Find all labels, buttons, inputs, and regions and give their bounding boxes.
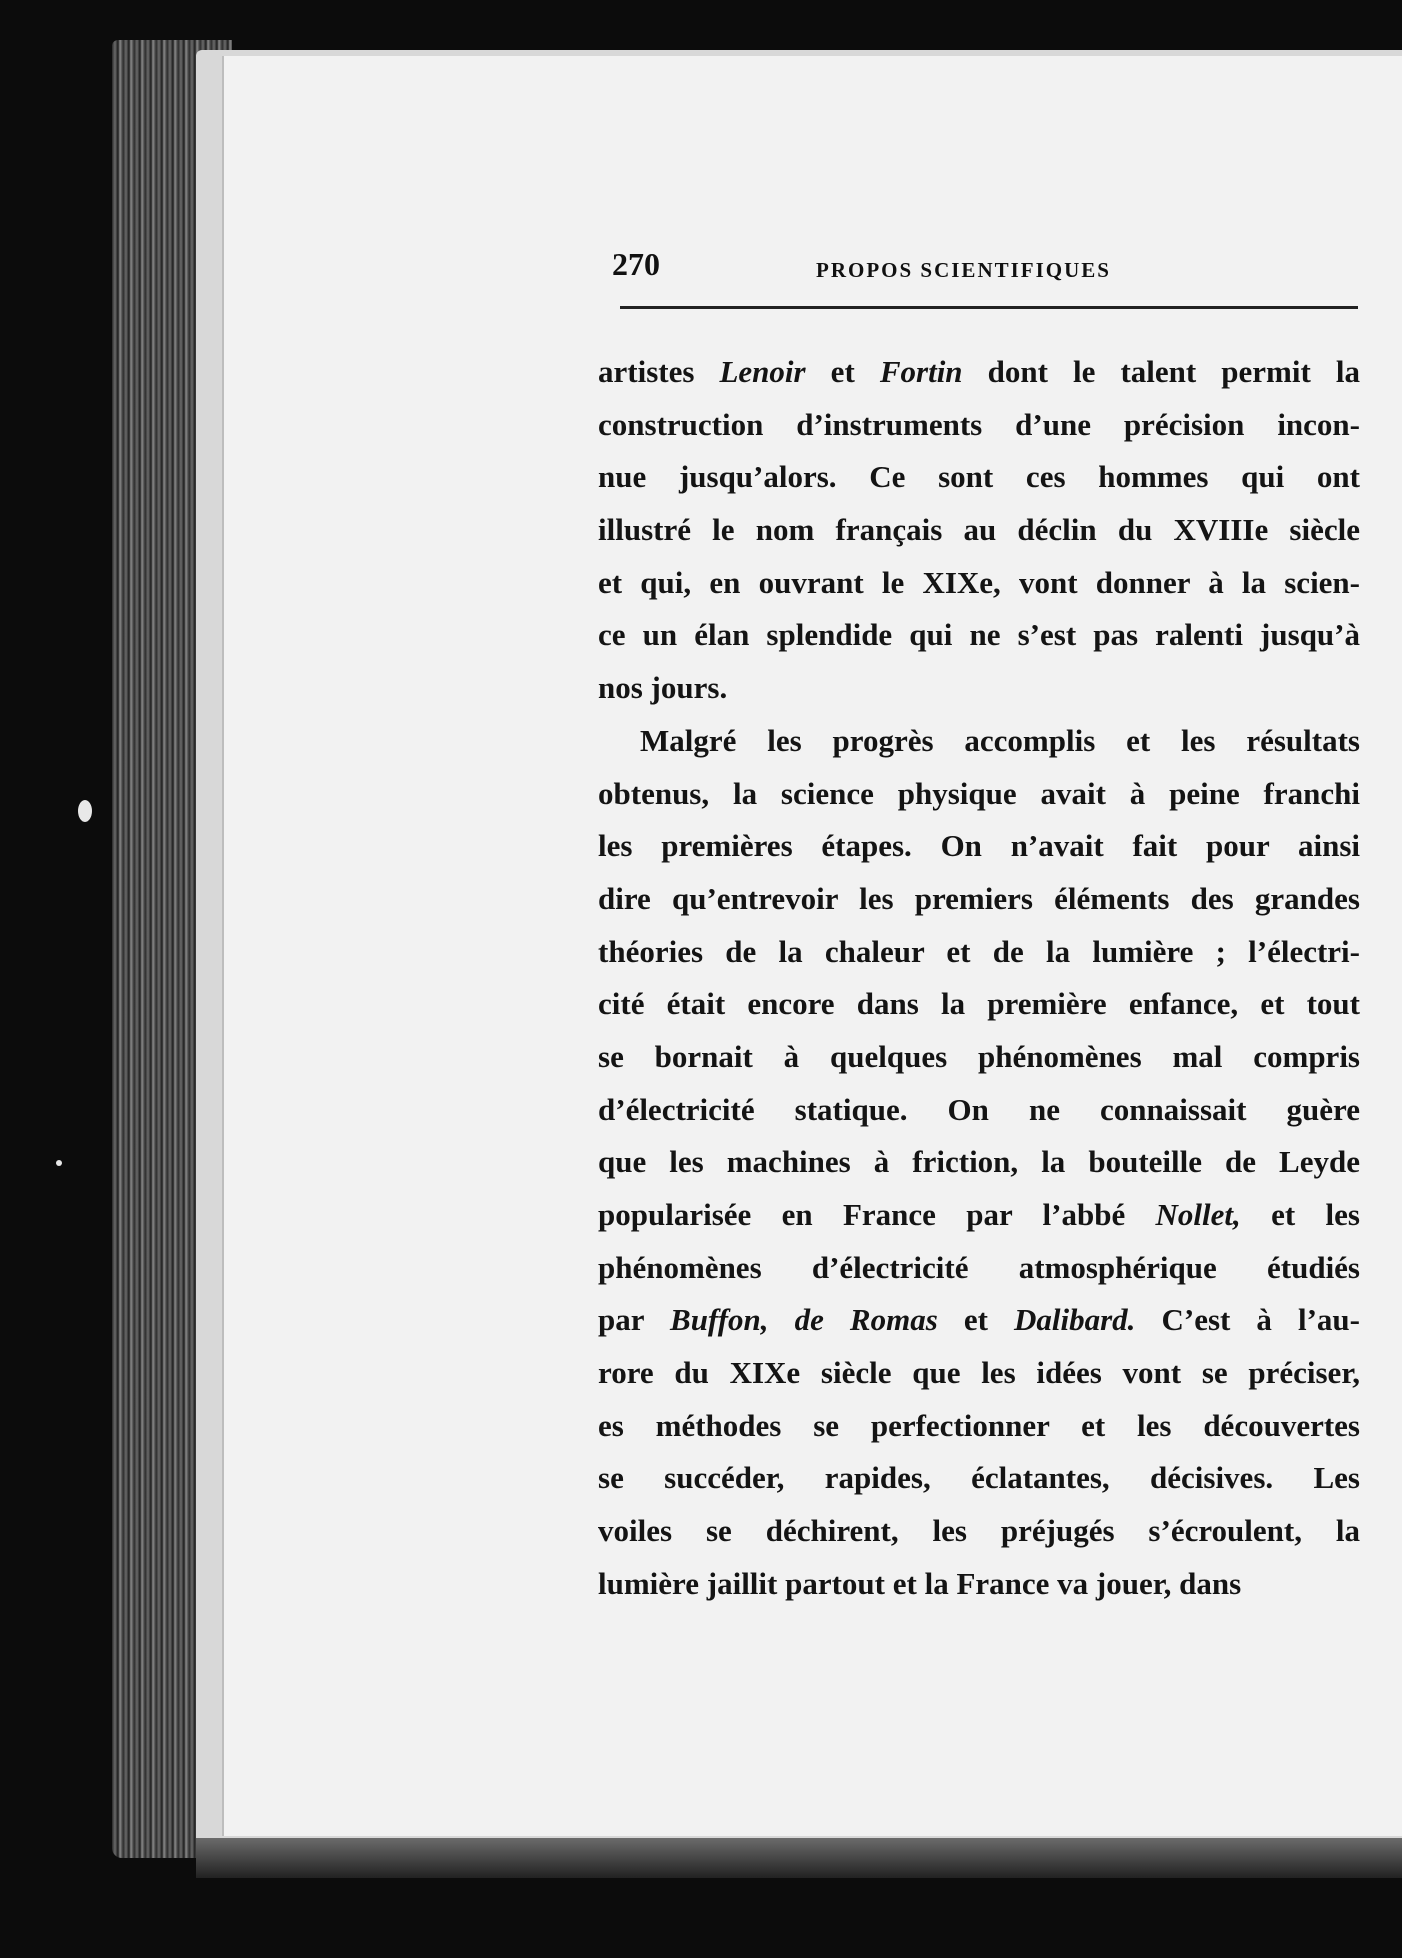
text-run: les premières étapes. On n’avait fait pour ainsi xyxy=(598,828,1360,864)
text-line xyxy=(598,504,1360,557)
text-line xyxy=(598,820,1360,873)
text-run: d’électricité statique. On ne connaissait guère xyxy=(598,1091,1360,1127)
italic-name: Lenoir xyxy=(719,354,806,389)
text-line xyxy=(598,399,1360,452)
text-line xyxy=(598,1084,1360,1137)
text-run: es méthodes se perfectionner et les découvertes xyxy=(598,1407,1360,1443)
text-line xyxy=(598,609,1360,662)
text-run: dire qu’entrevoir les premiers éléments des grandes xyxy=(598,880,1360,916)
body-text xyxy=(598,346,1360,1611)
text-run: et les xyxy=(1240,1197,1360,1232)
text-run: nos jours. xyxy=(598,670,728,706)
text-line xyxy=(598,1400,1360,1453)
text-run: nue jusqu’alors. Ce sont ces hommes qui ont xyxy=(598,459,1360,495)
text-line xyxy=(598,1558,1360,1611)
text-run: dont le talent permit la xyxy=(962,354,1360,389)
text-run: Malgré les progrès accomplis et les résultats xyxy=(640,722,1360,758)
text-run: construction d’instruments d’une précision incon- xyxy=(598,406,1360,442)
text-run: et qui, en ouvrant le XIXe, vont donner à la scien- xyxy=(598,564,1360,600)
text-run: lumière jaillit partout et la France va jouer, dans xyxy=(598,1565,1242,1601)
text-line xyxy=(598,768,1360,821)
text-run: théories de la chaleur et de la lumière ; l’électri- xyxy=(598,933,1360,969)
text-line xyxy=(598,1505,1360,1558)
text-line xyxy=(598,926,1360,979)
header-rule xyxy=(620,306,1358,309)
margin-speck xyxy=(56,1160,62,1166)
text-run: cité était encore dans la première enfance, et tout xyxy=(598,986,1360,1022)
text-run: se succéder, rapides, éclatantes, décisives. Les xyxy=(598,1460,1360,1496)
text-run: illustré le nom français au déclin du XVIIIe siècle xyxy=(598,512,1360,548)
running-head xyxy=(612,246,1358,286)
text-run: C’est à l’au- xyxy=(1135,1302,1360,1338)
text-line xyxy=(598,1189,1360,1242)
italic-name: Buffon, de Romas xyxy=(670,1302,938,1338)
text-run: que les machines à friction, la bouteille de Leyde xyxy=(598,1144,1360,1180)
text-line xyxy=(598,451,1360,504)
text-run: et xyxy=(805,354,880,389)
text-line xyxy=(598,346,1360,399)
text-line xyxy=(598,1347,1360,1400)
text-run: et xyxy=(937,1302,1014,1338)
text-line xyxy=(598,1136,1360,1189)
text-run: rore du XIXe siècle que les idées vont se préciser, xyxy=(598,1355,1360,1391)
text-line xyxy=(598,557,1360,610)
text-run: voiles se déchirent, les préjugés s’écroulent, la xyxy=(598,1513,1360,1549)
italic-name: Nollet, xyxy=(1155,1197,1241,1232)
italic-name: Dalibard. xyxy=(1014,1302,1136,1338)
text-line xyxy=(598,873,1360,926)
text-run: ce un élan splendide qui ne s’est pas ralenti jusqu’à xyxy=(598,617,1360,653)
text-run: popularisée en France par l’abbé xyxy=(598,1197,1156,1232)
text-line xyxy=(598,1452,1360,1505)
text-line xyxy=(598,1242,1360,1295)
text-line xyxy=(598,715,1360,768)
text-run: phénomènes d’électricité atmosphérique étudiés xyxy=(598,1249,1360,1285)
text-run: artistes xyxy=(598,354,720,389)
text-line xyxy=(598,662,1360,715)
page-bottom-shadow xyxy=(196,1838,1402,1878)
italic-name: Fortin xyxy=(879,354,963,389)
margin-speck xyxy=(78,800,92,822)
text-run: se bornait à quelques phénomènes mal compris xyxy=(598,1038,1360,1074)
text-run: par xyxy=(598,1302,671,1338)
page-number: 270 xyxy=(612,246,660,282)
text-line xyxy=(598,1294,1360,1347)
text-run: obtenus, la science physique avait à peine franchi xyxy=(598,775,1360,811)
text-line xyxy=(598,978,1360,1031)
text-line xyxy=(598,1031,1360,1084)
running-title: PROPOS SCIENTIFIQUES xyxy=(816,258,1111,282)
